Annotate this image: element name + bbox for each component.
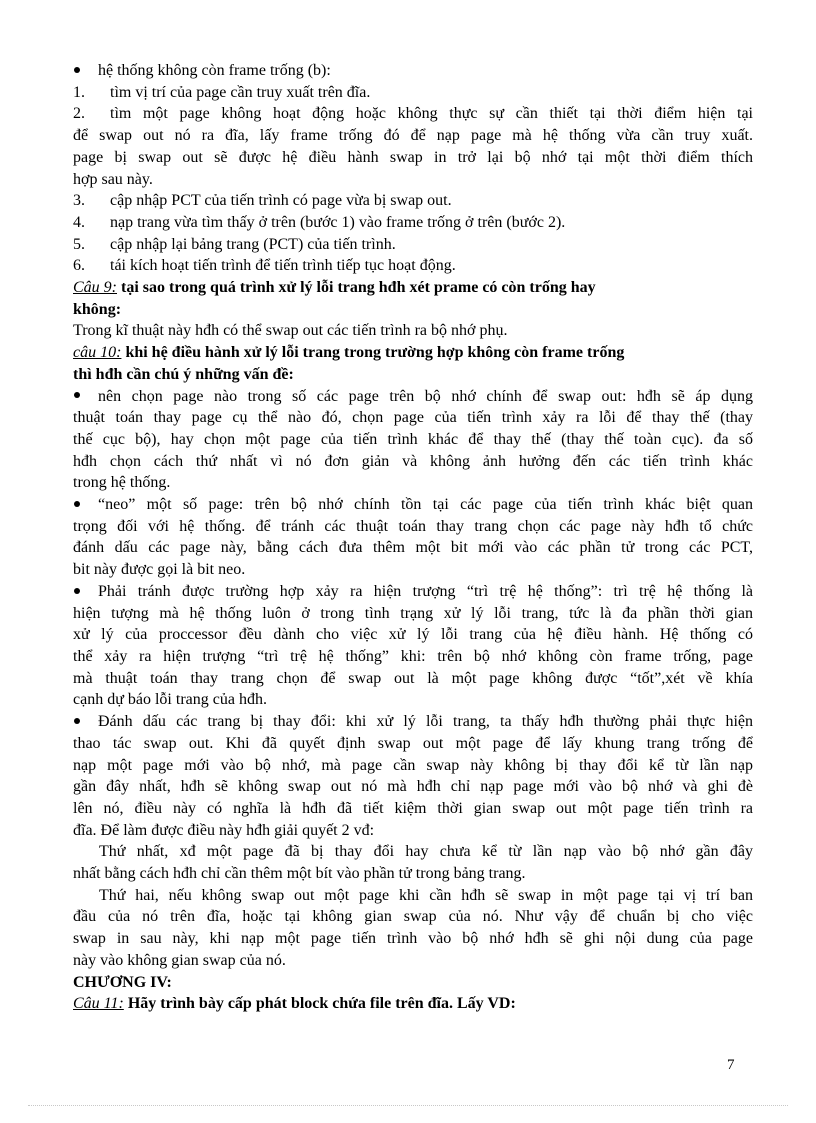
text-line: thuật toán thay page cụ thể nào đó, chọn page của tiến trình xảy ra lỗi để thay thế (thay: [73, 409, 753, 427]
text-line: xử lý của proccessor đều dành cho việc xử lý lỗi trang của hệ điều hành. Hệ thống có: [73, 626, 753, 644]
text-line: hợp sau này.: [73, 170, 153, 188]
question-heading-cont: không:: [73, 300, 122, 318]
page-body: [73, 60, 753, 1015]
numbered-line: 5. cập nhập lại bảng trang (PCT) của tiến trình.: [73, 235, 396, 253]
indented-line: Thứ nhất, xđ một page đã bị thay đổi hay chưa kể từ lần nạp vào bộ nhớ gần đây: [99, 843, 753, 861]
text-line: Trong kĩ thuật này hđh có thể swap out các tiến trình ra bộ nhớ phụ.: [73, 322, 508, 340]
text-line: mà thuật toán thay trang chọn để swap out là một page không được “tốt”,xét về khía: [73, 669, 753, 687]
bullet-icon: [73, 60, 98, 82]
numbered-line: 2. tìm một page không hoạt động hoặc không thực sự cần thiết tại thời điểm hiện tại: [73, 105, 753, 123]
bullet-icon: [73, 386, 98, 408]
bullet-icon: [73, 711, 98, 733]
text-line: trọng đối với hệ thống. để tránh các thuật toán thay trang chọn các page này hđh tổ chức: [73, 517, 753, 535]
page-number: 7: [727, 1057, 735, 1073]
bullet-line: Phải tránh được trường hợp xảy ra hiện trượng “trì trệ hệ thống”: trì trệ hệ thống là: [73, 581, 753, 603]
text-line: hiện tượng mà hệ thống luôn ở trong tình trạng xử lý lỗi trang, tức là đa phần thời gian: [73, 604, 753, 622]
question-label: Câu 11:: [73, 995, 124, 1013]
text-line: thế cục bộ), hay chọn một page của tiến trình khác để thay thế (thay thế toàn cục). đa số: [73, 430, 753, 448]
text-line: nạp một page mới vào bộ nhớ, mà page cần swap này không bị thay đổi kể từ lần nạp: [73, 756, 753, 774]
text-line: thao tác swap out. Khi đã quyết định swap out một page để lấy khung trang trống để: [73, 734, 753, 752]
indented-line: Thứ hai, nếu không swap out một page khi cần hđh sẽ swap in một page tại vị trí ban: [99, 886, 753, 904]
question-label: Câu 9:: [73, 279, 117, 297]
numbered-line: 6. tái kích hoạt tiến trình để tiến trình tiếp tục hoạt động.: [73, 257, 456, 275]
chapter-heading: CHƯƠNG IV:: [73, 973, 172, 991]
bullet-line: hệ thống không còn frame trống (b):: [73, 60, 753, 82]
bullet-line: nên chọn page nào trong số các page trên bộ nhớ chính để swap out: hđh sẽ áp dụng: [73, 386, 753, 408]
text-line: gần đây nhất, hđh sẽ không swap out nó mà hđh chỉ nạp page mới vào bộ nhớ và ghi đè: [73, 778, 753, 796]
bullet-icon: [73, 494, 98, 516]
bullet-line: Đánh dấu các trang bị thay đổi: khi xử lý lỗi trang, ta thấy hđh thường phải thực hiện: [73, 711, 753, 733]
text-line: page bị swap out sẽ được hệ điều hành swap in trở lại bộ nhớ tại một thời điểm thích: [73, 148, 753, 166]
bullet-icon: [73, 581, 98, 603]
text-line: cạnh dự báo lỗi trang của hđh.: [73, 691, 267, 709]
text-line: thể xảy ra hiện trượng “trì trệ hệ thống” khi: trên bộ nhớ không còn frame trống, page: [73, 647, 753, 665]
numbered-line: 3. cập nhập PCT của tiến trình có page vừa bị swap out.: [73, 192, 452, 210]
question-heading: Câu 11: Hãy trình bày cấp phát block chứa file trên đĩa. Lấy VD:: [73, 995, 516, 1013]
text-line: đầu của nó trên đĩa, hoặc tại không gian swap của nó. Như vậy để chuẩn bị cho việc: [73, 908, 753, 926]
question-heading: Câu 9: tại sao trong quá trình xử lý lỗi trang hđh xét prame có còn trống hay: [73, 279, 596, 297]
numbered-line: 4. nạp trang vừa tìm thấy ở trên (bước 1) vào frame trống ở trên (bước 2).: [73, 213, 566, 231]
question-heading: câu 10: khi hệ điều hành xử lý lỗi trang trong trường hợp không còn frame trống: [73, 344, 625, 362]
bullet-line: “neo” một số page: trên bộ nhớ chính tồn tại các page của tiến trình khác biệt quan: [73, 494, 753, 516]
text-line: đĩa. Để làm được điều này hđh giải quyết 2 vđ:: [73, 821, 375, 839]
question-heading-cont: thì hđh cần chú ý những vấn đề:: [73, 365, 294, 383]
page-bottom-divider: [28, 1105, 788, 1106]
text-line: này vào không gian swap của nó.: [73, 951, 286, 969]
question-label: câu 10:: [73, 344, 122, 362]
text-line: để swap out nó ra đĩa, lấy frame trống đó để nạp page mà hệ thống vừa cần truy xuất.: [73, 127, 753, 145]
text-line: nhất bằng cách hđh chỉ cần thêm một bít vào phần tử trong bảng trang.: [73, 865, 526, 883]
text-line: lên nó, điều này có nghĩa là hđh đã tiết kiệm thời gian swap out một page tiến trình ra: [73, 799, 753, 817]
text-line: bit này được gọi là bit neo.: [73, 561, 246, 579]
text-line: đánh dấu các page này, bằng cách đưa thêm một bit mới vào các phần tử trong các PCT,: [73, 539, 753, 557]
numbered-line: 1. tìm vị trí của page cần truy xuất trên đĩa.: [73, 83, 371, 101]
text-line: trong hệ thống.: [73, 474, 171, 492]
text-line: swap in sau này, khi nạp một page tiến trình vào bộ nhớ hđh sẽ ghi nội dung của page: [73, 930, 753, 948]
text-line: hđh chọn cách thứ nhất vì nó đơn giản và không ảnh hưởng đến các tiến trình khác: [73, 452, 753, 470]
